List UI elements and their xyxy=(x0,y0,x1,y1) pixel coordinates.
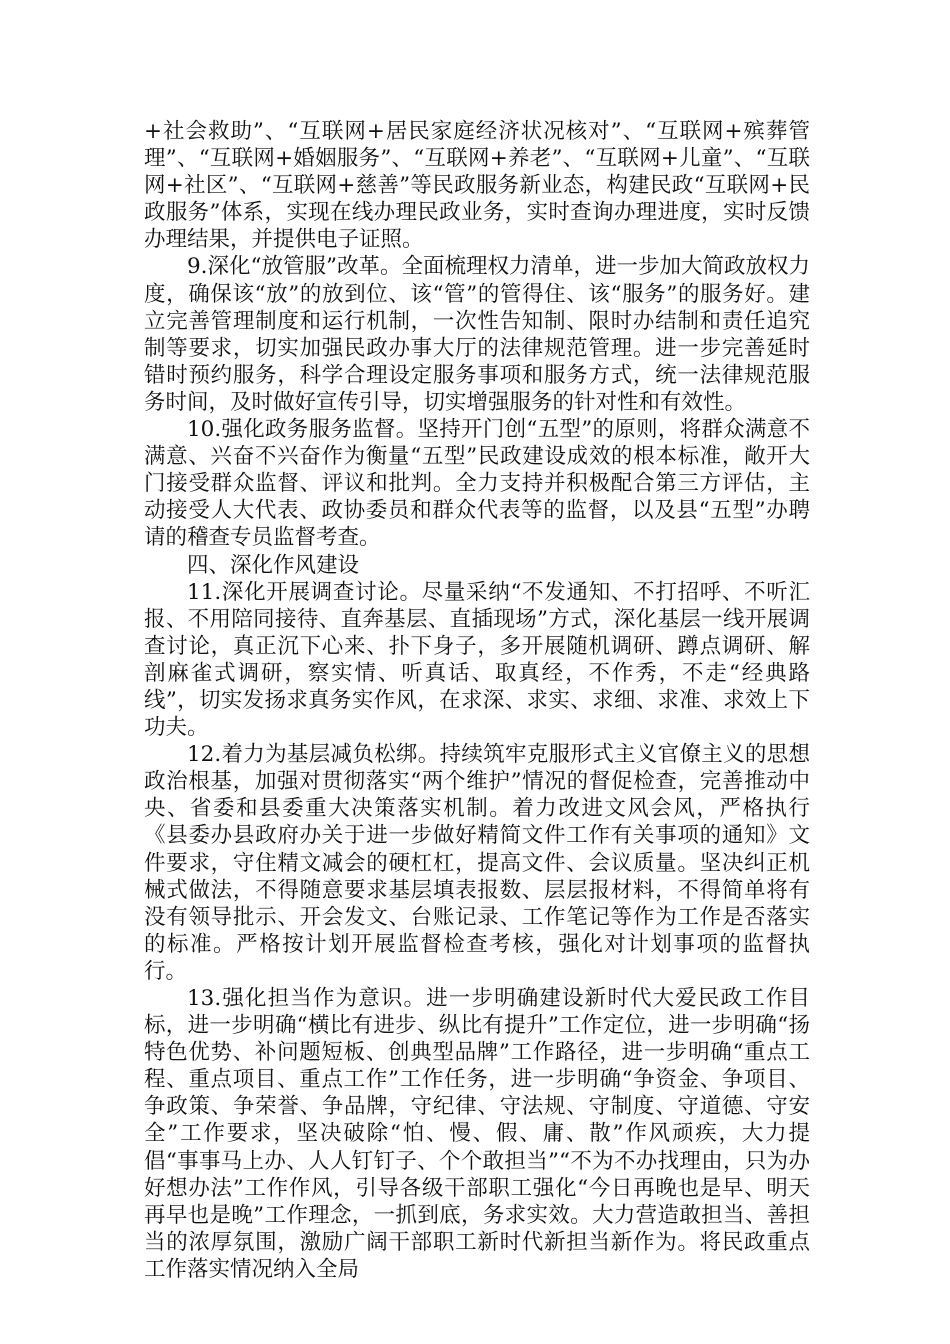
paragraph-item-11: 11.深化开展调查讨论。尽量采纳“不发通知、不打招呼、不听汇报、不用陪同接待、直奔基层、直插现场”方式，深化基层一线开展调查讨论，真正沉下心来、扑下身子，多开展随机调研、蹲点调研、解剖麻雀式调研，察实情、听真话、取真经，不作秀，不走“经典路线”，切实发扬求真务实作风，在求深、求实、求细、求准、求效上下功夫。 xyxy=(144,579,810,741)
section-heading-4: 四、深化作风建设 xyxy=(187,552,360,578)
paragraph-item-9: 9.深化“放管服”改革。全面梳理权力清单，进一步加大简政放权力度，确保该“放”的放到位、该“管”的管得住、该“服务”的服务好。建立完善管理制度和运行机制，一次性告知制、限时办结制和责任追究制等要求，切实加强民政办事大厅的法律规范管理。进一步完善延时错时预约服务，科学合理设定服务事项和服务方式，统一法律规范服务时间，及时做好宣传引导，切实增强服务的针对性和有效性。 xyxy=(144,254,810,415)
document-body xyxy=(144,118,810,1283)
paragraph-item-13: 13.强化担当作为意识。进一步明确建设新时代大爱民政工作目标，进一步明确“横比有进步、纵比有提升”工作定位，进一步明确“扬特色优势、补问题短板、创典型品牌”工作路径，进一步明确“重点工程、重点项目、重点工作”工作任务，进一步明确“争资金、争项目、争政策、争荣誉、争品牌，守纪律、守法规、守制度、守道德、守安全”工作要求，坚决破除“怕、慢、假、庸、散”作风顽疾，大力提倡“事事马上办、人人钉钉子、个个敢担当”“不为不办找理由，只为办好想办法”工作作风，引导各级干部职工强化“今日再晚也是早、明天再早也是晚”工作理念，一抓到底，务求实效。大力营造敢担当、善担当的浓厚氛围，激励广阔干部职工新时代新担当新作为。将民政重点工作落实情况纳入全局 xyxy=(144,986,810,1282)
paragraph-item-12: 12.着力为基层减负松绑。持续筑牢克服形式主义官僚主义的思想政治根基，加强对贯彻落实“两个维护”情况的督促检查，完善推动中央、省委和县委重大决策落实机制。着力改进文风会风，严格执行《县委办县政府办关于进一步做好精简文件工作有关事项的通知》文件要求，守住精文减会的硬杠杠，提高文件、会议质量。坚决纠正机械式做法，不得随意要求基层填表报数、层层报材料，不得简单将有没有领导批示、开会发文、台账记录、工作笔记等作为工作是否落实的标准。严格按计划开展监督检查考核，强化对计划事项的监督执行。 xyxy=(144,742,810,984)
paragraph-continuation: +社会救助”、“互联网+居民家庭经济状况核对”、“互联网+殡葬管理”、“互联网+婚姻服务”、“互联网+养老”、“互联网+儿童”、“互联网+社区”、“互联网+慈善”等民政服务新业态，构建民政“互联网+民政服务”体系，实现在线办理民政业务，实时查询办理进度，实时反馈办理结果，并提供电子证照。 xyxy=(144,119,810,253)
paragraph-item-10: 10.强化政务服务监督。坚持开门创“五型”的原则，将群众满意不满意、兴奋不兴奋作为衡量“五型”民政建设成效的根本标准，敞开大门接受群众监督、评议和批判。全力支持并积极配合第三方评估，主动接受人大代表、政协委员和群众代表等的监督，以及县“五型”办聘请的稽查专员监督考查。 xyxy=(144,417,810,551)
